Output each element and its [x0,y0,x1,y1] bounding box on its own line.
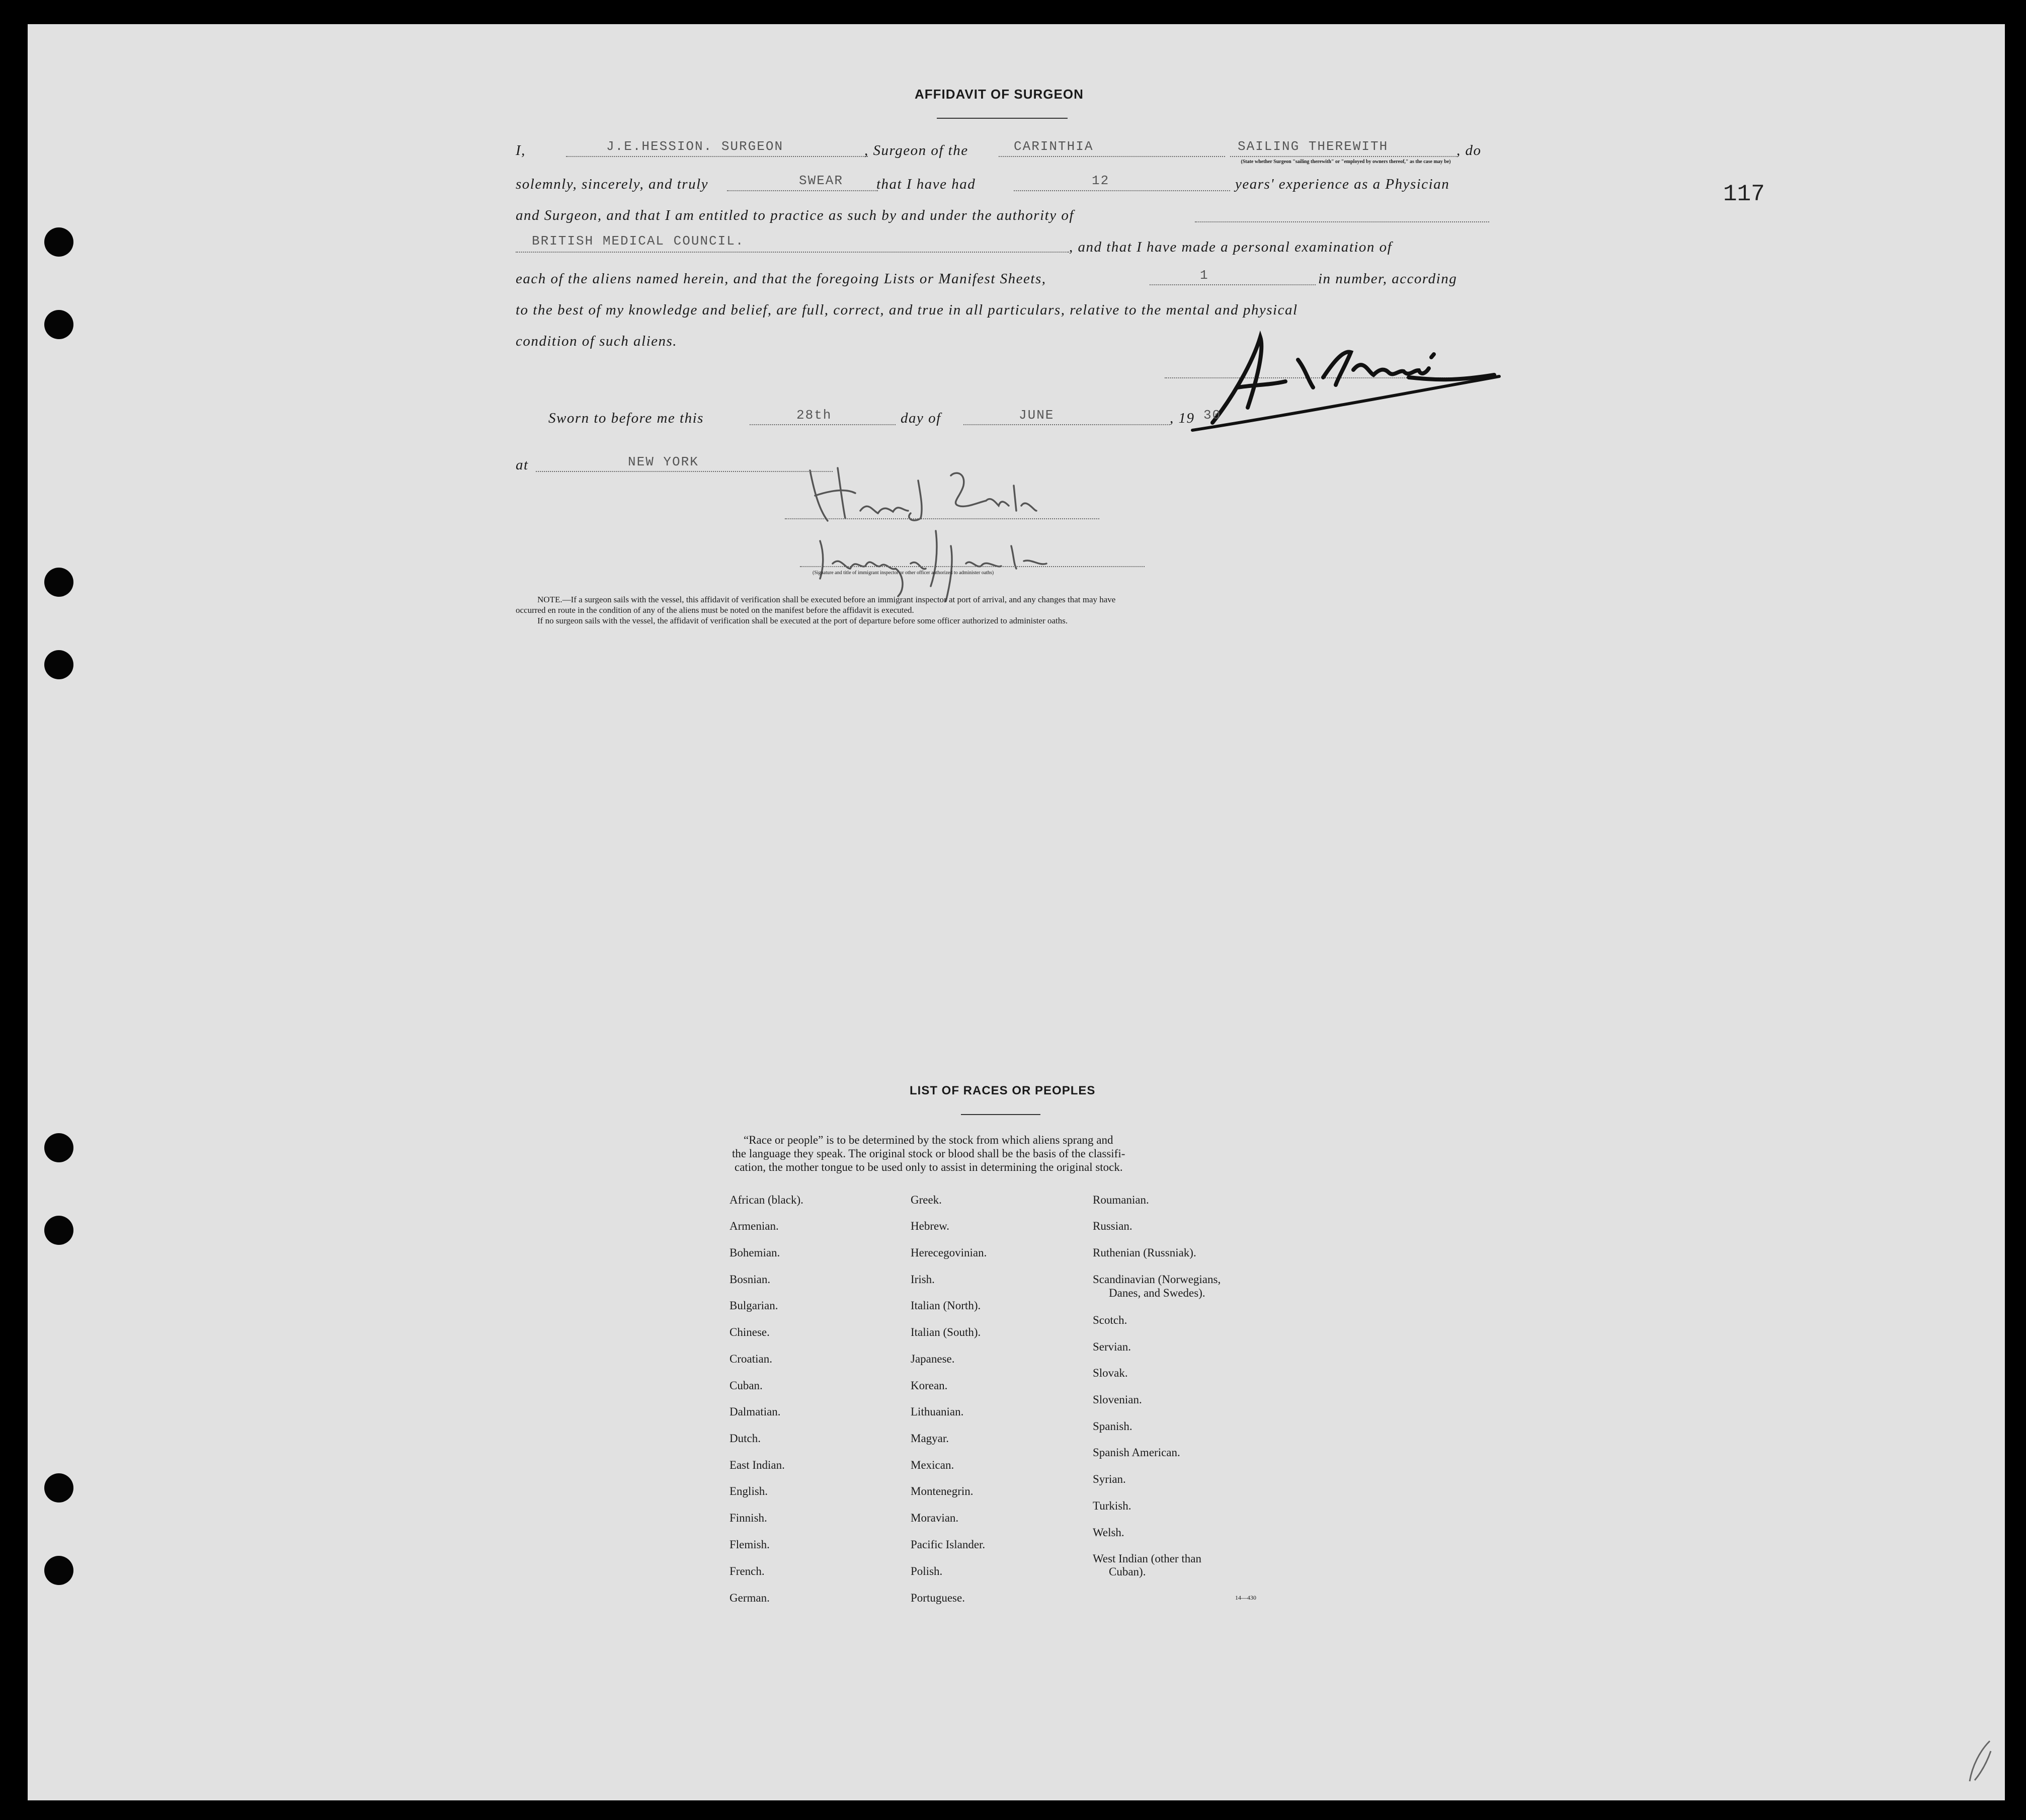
race-item: Syrian. [1093,1473,1126,1485]
authority-value: BRITISH MEDICAL COUNCIL. [532,233,745,249]
authority-line [516,252,1069,253]
race-item: Irish. [911,1273,935,1286]
race-item: Slovenian. [1093,1393,1142,1406]
title-rule [937,118,1068,119]
race-item: Flemish. [730,1538,770,1551]
sworn-day: 28th [796,408,832,423]
race-item: French. [730,1565,765,1577]
race-item: Dalmatian. [730,1405,781,1418]
affidavit-text: , do [1456,142,1482,159]
affidavit-text: I, [516,142,526,159]
race-item: Roumanian. [1093,1194,1149,1206]
race-item: Cuban). [1109,1565,1146,1578]
race-item: Montenegrin. [911,1485,974,1497]
vessel-name: CARINTHIA [1014,139,1094,154]
surgeon-name: J.E.HESSION. SURGEON [606,139,784,154]
race-item: African (black). [730,1194,803,1206]
race-item: Greek. [911,1194,942,1206]
signature-caption: (Signature and title of immigrant inspector or other officer authorized to administer oaths) [813,570,994,576]
note-line-1: NOTE.—If a surgeon sails with the vessel, this affidavit of verification shall be executed before an immigrant inspector at port of arrival, and any changes that may have [537,595,1116,604]
punch-hole [44,310,73,339]
surgeon-signature [1172,322,1509,438]
affidavit-text: Sworn to before me this [548,410,704,426]
affidavit-title: AFFIDAVIT OF SURGEON [915,87,1084,102]
race-item: Danes, and Swedes). [1109,1287,1205,1299]
race-item: Croatian. [730,1353,772,1365]
sworn-place: NEW YORK [628,454,699,469]
affidavit-text: solemnly, sincerely, and truly [516,176,709,192]
sailing-hint: (State whether Surgeon "sailing therewith" or "employed by owners thereof," as the case may be) [1241,159,1451,165]
affidavit-text: to the best of my knowledge and belief, are full, correct, and true in all particulars, relative to the mental and physical [516,302,1298,318]
race-item: Ruthenian (Russniak). [1093,1246,1196,1259]
note-line-3: If no surgeon sails with the vessel, the affidavit of verification shall be executed at the port of departure before some officer authorized to administer oaths. [537,616,1068,625]
race-item: Servian. [1093,1340,1131,1353]
note-line-2: occurred en route in the condition of any of the aliens must be noted on the manifest before the affidavit is executed. [516,605,914,615]
race-item: West Indian (other than [1093,1552,1201,1565]
punch-hole [44,1556,73,1585]
race-item: Mexican. [911,1459,954,1471]
races-intro-2: the language they speak. The original stock or blood shall be the basis of the classifi- [732,1147,1125,1160]
race-item: Polish. [911,1565,943,1577]
race-item: Bulgarian. [730,1299,778,1312]
punch-hole [44,568,73,597]
race-item: German. [730,1592,770,1604]
race-item: Italian (South). [911,1326,981,1338]
manifest-sheet [28,24,2005,1800]
inspector-title-text [800,553,804,554]
punch-hole [44,650,73,679]
races-intro-1: “Race or people” is to be determined by the stock from which aliens sprang and [744,1134,1113,1146]
years-value: 12 [1092,173,1110,188]
race-item: Welsh. [1093,1526,1124,1539]
oath-line [727,190,878,191]
race-item: Cuban. [730,1379,763,1392]
race-item: Dutch. [730,1432,761,1445]
punch-hole [44,1133,73,1162]
surgeon-name-line [566,156,868,157]
races-intro-3: cation, the mother tongue to be used only to assist in determining the original stock. [735,1161,1123,1173]
form-code: 14—430 [1235,1594,1256,1601]
race-item: Turkish. [1093,1499,1131,1512]
race-item: Herecegovinian. [911,1246,987,1259]
affidavit-text: , Surgeon of the [864,142,968,159]
vessel-line [999,156,1225,157]
race-item: Slovak. [1093,1367,1128,1379]
race-item: Scotch. [1093,1314,1127,1326]
affidavit-text: in number, according [1318,271,1457,287]
race-item: Scandinavian (Norwegians, [1093,1273,1221,1286]
inspector-title-line [800,566,1145,567]
race-item: Bosnian. [730,1273,771,1286]
race-item: Spanish. [1093,1420,1132,1433]
race-item: East Indian. [730,1459,785,1471]
punch-hole [44,1473,73,1502]
races-title-rule [961,1114,1040,1115]
authority-end-line [1195,221,1489,222]
affidavit-text: years' experience as a Physician [1235,176,1450,192]
race-item: English. [730,1485,768,1497]
affidavit-text: and Surgeon, and that I am entitled to practice as such by and under the authority of [516,207,1074,223]
sheets-count: 1 [1200,268,1209,283]
sheets-line [1150,284,1316,285]
sworn-month: JUNE [1019,408,1055,423]
affidavit-text: at [516,457,529,473]
affidavit-text: that I have had [876,176,976,192]
page-number: 117 [1723,181,1765,207]
race-item: Chinese. [730,1326,770,1338]
race-item: Spanish American. [1093,1446,1180,1459]
race-item: Russian. [1093,1220,1132,1232]
race-item: Moravian. [911,1512,959,1524]
race-item: Bohemian. [730,1246,780,1259]
inspector-signature-text [800,483,803,484]
race-item: Pacific Islander. [911,1538,986,1551]
punch-hole [44,1216,73,1245]
sworn-day-line [750,424,896,425]
race-item: Lithuanian. [911,1405,964,1418]
race-item: Magyar. [911,1432,949,1445]
sailing-status: SAILING THEREWITH [1238,139,1389,154]
punch-hole [44,227,73,257]
race-item: Armenian. [730,1220,779,1232]
affidavit-text: condition of such aliens. [516,333,678,349]
sworn-month-line [963,424,1170,425]
race-item: Finnish. [730,1512,767,1524]
sailing-line [1230,156,1456,157]
race-item: Korean. [911,1379,948,1392]
race-item: Japanese. [911,1353,955,1365]
years-line [1014,190,1230,191]
oath-word: SWEAR [799,173,844,188]
affidavit-text: day of [901,410,941,426]
race-item: Portuguese. [911,1592,965,1604]
races-title: LIST OF RACES OR PEOPLES [910,1084,1096,1097]
inspector-signature-line [785,518,1099,519]
affidavit-text: , and that I have made a personal examination of [1069,239,1393,255]
corner-fold-mark [1960,1731,2000,1786]
race-item: Italian (North). [911,1299,981,1312]
affidavit-text: , 19 [1170,410,1195,426]
affidavit-text: each of the aliens named herein, and that the foregoing Lists or Manifest Sheets, [516,271,1046,287]
sworn-year: 30 [1203,408,1222,423]
race-item: Hebrew. [911,1220,950,1232]
